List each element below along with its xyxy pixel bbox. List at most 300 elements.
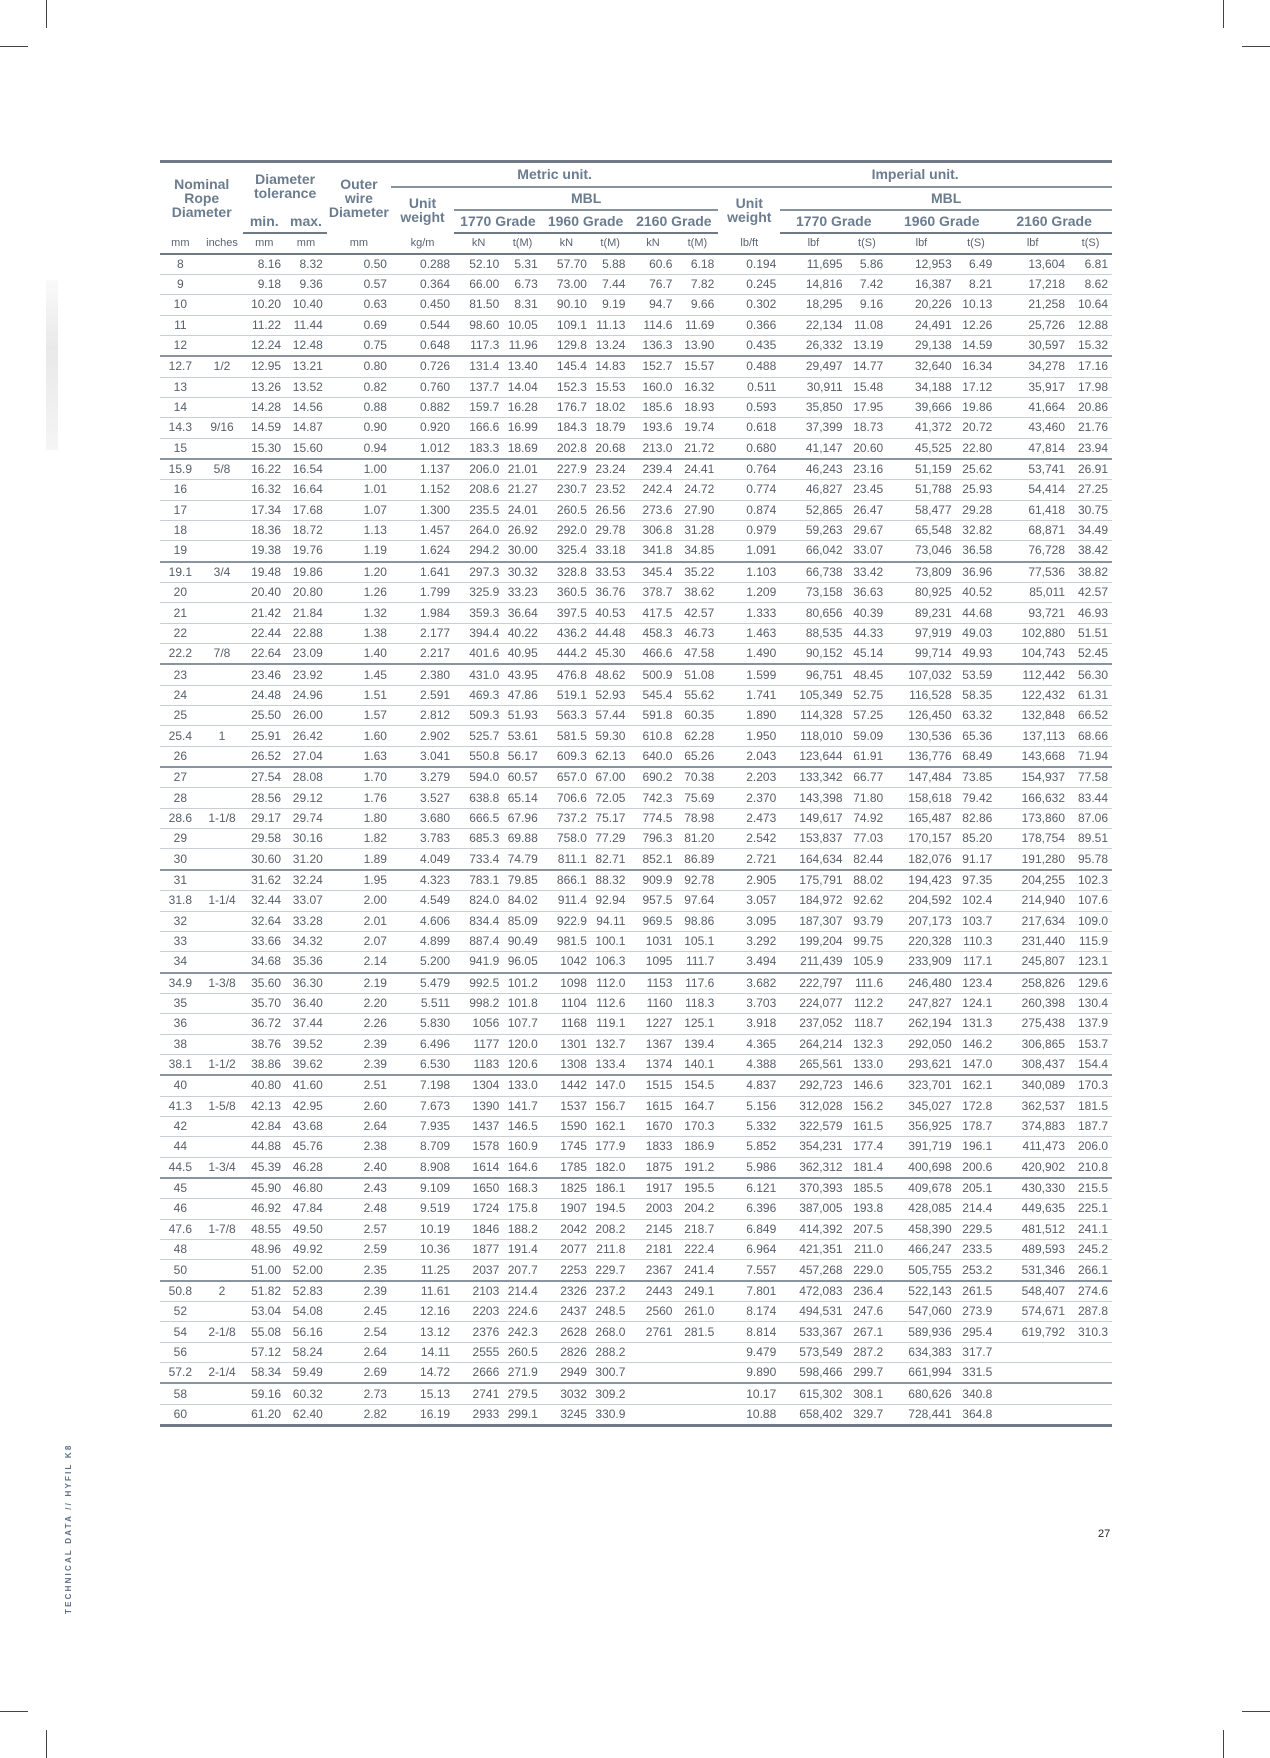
table-cell: 112.0	[591, 973, 630, 994]
table-cell: 1.63	[327, 746, 391, 767]
table-cell: 25	[160, 706, 201, 726]
table-cell: 132,848	[996, 706, 1069, 726]
table-cell: 35,917	[996, 377, 1069, 397]
table-cell: 8.62	[1069, 274, 1112, 294]
table-cell: 267.1	[847, 1322, 888, 1342]
table-cell: 60	[160, 1404, 201, 1425]
table-cell: 274.6	[1069, 1281, 1112, 1302]
table-cell: 1614	[454, 1157, 503, 1178]
table-cell: 7.44	[591, 274, 630, 294]
table-cell: 109.0	[1069, 911, 1112, 931]
table-cell: 186.1	[591, 1178, 630, 1199]
table-cell: 107.6	[1069, 891, 1112, 911]
table-cell: 184,972	[780, 891, 846, 911]
table-cell: 1.950	[718, 726, 780, 746]
table-cell: 112.2	[847, 993, 888, 1013]
table-row	[160, 397, 1112, 417]
table-cell: 6.849	[718, 1219, 780, 1239]
table-cell: 9.16	[847, 295, 888, 315]
table-cell: 184.3	[542, 418, 591, 438]
table-cell: 1.209	[718, 583, 780, 603]
table-cell: 306,865	[996, 1034, 1069, 1054]
table-cell: 27.54	[243, 767, 285, 788]
table-cell: 911.4	[542, 891, 591, 911]
table-cell: 20	[160, 583, 201, 603]
table-cell: 2.203	[718, 767, 780, 788]
table-cell: 188.2	[503, 1219, 542, 1239]
table-cell: 292,050	[887, 1034, 955, 1054]
table-cell: 33.42	[847, 562, 888, 583]
table-cell	[201, 1137, 244, 1157]
table-cell: 1-1/4	[201, 891, 244, 911]
table-cell: 118.7	[847, 1014, 888, 1034]
table-cell: 45.76	[285, 1137, 327, 1157]
table-cell: 574,671	[996, 1302, 1069, 1322]
table-cell: 29	[160, 829, 201, 849]
header-metric-unit-weight: Unit weight	[400, 195, 445, 225]
table-cell	[201, 603, 244, 623]
table-row	[160, 644, 1112, 665]
table-cell: 154,937	[996, 767, 1069, 788]
table-cell: 1833	[629, 1137, 676, 1157]
table-cell	[629, 1404, 676, 1425]
table-cell: 82.44	[847, 849, 888, 870]
table-cell: 26.47	[847, 500, 888, 520]
table-row	[160, 1363, 1112, 1384]
table-cell: 116,528	[887, 685, 955, 705]
table-cell: 112.6	[591, 993, 630, 1013]
table-cell	[201, 623, 244, 643]
table-cell: 469.3	[454, 685, 503, 705]
table-cell: 8	[160, 254, 201, 275]
table-cell: 58,477	[887, 500, 955, 520]
table-cell: 2203	[454, 1302, 503, 1322]
header-metric-mbl: MBL	[454, 187, 718, 210]
table-cell: 46	[160, 1199, 201, 1219]
table-cell: 1153	[629, 973, 676, 994]
unit-label: mm	[285, 233, 327, 254]
table-cell: 323,701	[887, 1075, 955, 1096]
table-cell: 2.591	[391, 685, 454, 705]
table-cell: 400,698	[887, 1157, 955, 1178]
table-cell: 2-1/8	[201, 1322, 244, 1342]
table-cell: 61.31	[1069, 685, 1112, 705]
table-cell: 82.71	[591, 849, 630, 870]
table-cell: 53.04	[243, 1302, 285, 1322]
table-cell: 1.82	[327, 829, 391, 849]
table-cell: 233.5	[956, 1240, 997, 1260]
table-cell: 161.5	[847, 1116, 888, 1136]
table-cell: 2.905	[718, 870, 780, 891]
table-cell	[201, 438, 244, 459]
table-cell: 1.624	[391, 541, 454, 562]
table-cell: 178.7	[956, 1116, 997, 1136]
table-cell: 610.8	[629, 726, 676, 746]
table-cell: 2.07	[327, 931, 391, 951]
table-cell: 41,147	[780, 438, 846, 459]
table-cell: 969.5	[629, 911, 676, 931]
table-cell: 60.57	[503, 767, 542, 788]
table-cell: 147.0	[591, 1075, 630, 1096]
table-cell: 20.72	[956, 418, 997, 438]
table-cell: 242.4	[629, 480, 676, 500]
table-cell: 200.6	[956, 1157, 997, 1178]
table-cell: 204,592	[887, 891, 955, 911]
table-cell: 54	[160, 1322, 201, 1342]
table-cell: 294.2	[454, 541, 503, 562]
table-cell: 13.90	[676, 335, 718, 356]
table-cell: 261.0	[676, 1302, 718, 1322]
table-cell: 143,398	[780, 788, 846, 808]
table-cell: 246,480	[887, 973, 955, 994]
unit-label: t(M)	[503, 233, 542, 254]
table-cell: 38.42	[1069, 541, 1112, 562]
table-cell	[201, 335, 244, 356]
table-cell: 95.78	[1069, 849, 1112, 870]
table-cell: 26.52	[243, 746, 285, 767]
table-row	[160, 295, 1112, 315]
table-cell: 1745	[542, 1137, 591, 1157]
table-cell: 25.91	[243, 726, 285, 746]
table-cell: 162.1	[956, 1075, 997, 1096]
table-cell: 340,089	[996, 1075, 1069, 1096]
table-cell: 65.14	[503, 788, 542, 808]
table-cell: 51.00	[243, 1260, 285, 1281]
table-cell: 16.19	[391, 1404, 454, 1425]
table-cell: 65,548	[887, 520, 955, 540]
unit-label: kN	[454, 233, 503, 254]
table-cell: 22.2	[160, 644, 201, 665]
table-cell: 40	[160, 1075, 201, 1096]
table-cell: 54,414	[996, 480, 1069, 500]
table-cell: 1846	[454, 1219, 503, 1239]
table-row	[160, 1322, 1112, 1342]
table-row	[160, 1219, 1112, 1239]
table-cell: 17.12	[956, 377, 997, 397]
table-cell: 31.8	[160, 891, 201, 911]
table-cell: 34	[160, 952, 201, 973]
table-cell: 35.60	[243, 973, 285, 994]
table-cell: 472,083	[780, 1281, 846, 1302]
table-cell: 237,052	[780, 1014, 846, 1034]
table-row	[160, 706, 1112, 726]
table-cell: 0.774	[718, 480, 780, 500]
table-cell: 362,537	[996, 1096, 1069, 1116]
table-cell: 14.04	[503, 377, 542, 397]
table-cell: 153.7	[1069, 1034, 1112, 1054]
table-cell: 34.68	[243, 952, 285, 973]
header-metric-unit: Metric unit.	[391, 162, 718, 187]
table-cell: 1.137	[391, 459, 454, 480]
table-cell: 46,827	[780, 480, 846, 500]
table-cell: 14.83	[591, 356, 630, 377]
table-cell: 341.8	[629, 541, 676, 562]
table-cell: 387,005	[780, 1199, 846, 1219]
table-row	[160, 377, 1112, 397]
table-cell: 14.59	[956, 335, 997, 356]
table-cell: 36.30	[285, 973, 327, 994]
table-cell: 66.77	[847, 767, 888, 788]
table-cell: 657.0	[542, 767, 591, 788]
table-cell: 14.3	[160, 418, 201, 438]
table-cell: 354,231	[780, 1137, 846, 1157]
table-cell: 52,865	[780, 500, 846, 520]
table-cell: 85,011	[996, 583, 1069, 603]
table-row	[160, 1199, 1112, 1219]
table-cell: 824.0	[454, 891, 503, 911]
table-cell: 14	[160, 397, 201, 417]
table-cell: 0.874	[718, 500, 780, 520]
table-cell: 104,743	[996, 644, 1069, 665]
table-cell: 60.32	[285, 1383, 327, 1404]
table-cell: 101.8	[503, 993, 542, 1013]
table-row	[160, 438, 1112, 459]
table-cell: 10.36	[391, 1240, 454, 1260]
table-cell: 76.7	[629, 274, 676, 294]
table-row	[160, 541, 1112, 562]
table-cell: 3.682	[718, 973, 780, 994]
table-cell: 18.73	[847, 418, 888, 438]
table-cell: 15.60	[285, 438, 327, 459]
table-cell: 249.1	[676, 1281, 718, 1302]
table-cell: 23.52	[591, 480, 630, 500]
table-cell: 18.69	[503, 438, 542, 459]
table-cell: 436.2	[542, 623, 591, 643]
unit-label: t(M)	[591, 233, 630, 254]
table-row	[160, 685, 1112, 705]
table-cell: 328.8	[542, 562, 591, 583]
table-row	[160, 1260, 1112, 1281]
table-cell: 191.4	[503, 1240, 542, 1260]
table-cell: 37.44	[285, 1014, 327, 1034]
table-cell: 449,635	[996, 1199, 1069, 1219]
table-cell: 51,159	[887, 459, 955, 480]
table-cell: 13.21	[285, 356, 327, 377]
table-cell: 51.08	[676, 664, 718, 685]
table-cell: 545.4	[629, 685, 676, 705]
table-cell: 21.01	[503, 459, 542, 480]
header-metric-2160-grade: 2160 Grade	[629, 210, 718, 233]
table-cell: 130,536	[887, 726, 955, 746]
table-cell: 589,936	[887, 1322, 955, 1342]
table-cell: 14.56	[285, 397, 327, 417]
table-cell: 420,902	[996, 1157, 1069, 1178]
table-cell: 29,138	[887, 335, 955, 356]
table-cell: 3.279	[391, 767, 454, 788]
table-cell: 9.18	[243, 274, 285, 294]
table-cell: 74.92	[847, 808, 888, 828]
table-cell: 26.56	[591, 500, 630, 520]
table-cell: 9.109	[391, 1178, 454, 1199]
table-cell: 177.9	[591, 1137, 630, 1157]
table-cell: 177.4	[847, 1137, 888, 1157]
table-cell	[201, 706, 244, 726]
table-cell: 1.76	[327, 788, 391, 808]
table-cell: 45	[160, 1178, 201, 1199]
table-cell: 49.50	[285, 1219, 327, 1239]
table-cell: 136.3	[629, 335, 676, 356]
table-cell: 160.0	[629, 377, 676, 397]
table-cell: 102,880	[996, 623, 1069, 643]
crop-mark	[0, 46, 28, 47]
crop-mark	[1223, 1730, 1224, 1758]
table-cell: 1537	[542, 1096, 591, 1116]
table-cell: 48.96	[243, 1240, 285, 1260]
crop-mark	[46, 1730, 47, 1758]
table-cell: 86.89	[676, 849, 718, 870]
table-cell: 107,032	[887, 664, 955, 685]
table-cell: 1.40	[327, 644, 391, 665]
table-cell: 72.05	[591, 788, 630, 808]
table-row	[160, 1240, 1112, 1260]
table-cell: 237.2	[591, 1281, 630, 1302]
table-cell: 594.0	[454, 767, 503, 788]
table-cell: 147.0	[956, 1054, 997, 1075]
table-cell: 430,330	[996, 1178, 1069, 1199]
table-cell	[201, 520, 244, 540]
table-cell: 19	[160, 541, 201, 562]
table-cell: 615,302	[780, 1383, 846, 1404]
table-cell: 2037	[454, 1260, 503, 1281]
table-row	[160, 623, 1112, 643]
table-cell: 35	[160, 993, 201, 1013]
table-cell: 168.3	[503, 1178, 542, 1199]
table-cell: 16.54	[285, 459, 327, 480]
table-cell: 32.64	[243, 911, 285, 931]
table-cell: 10.13	[956, 295, 997, 315]
table-cell: 59.16	[243, 1383, 285, 1404]
table-cell: 117.1	[956, 952, 997, 973]
table-cell	[629, 1363, 676, 1384]
table-cell: 2.69	[327, 1363, 391, 1384]
table-cell: 19.76	[285, 541, 327, 562]
table-cell: 30,911	[780, 377, 846, 397]
table-cell: 7.673	[391, 1096, 454, 1116]
table-cell: 41.3	[160, 1096, 201, 1116]
page-number: 27	[1098, 1528, 1111, 1540]
table-cell: 115.9	[1069, 931, 1112, 951]
table-cell: 68.49	[956, 746, 997, 767]
table-cell: 178,754	[996, 829, 1069, 849]
table-cell	[201, 746, 244, 767]
table-cell	[201, 849, 244, 870]
table-cell: 202.8	[542, 438, 591, 459]
table-cell: 58.35	[956, 685, 997, 705]
table-cell: 38.86	[243, 1054, 285, 1075]
table-cell: 5/8	[201, 459, 244, 480]
table-cell: 15	[160, 438, 201, 459]
table-cell: 35.22	[676, 562, 718, 583]
table-cell: 186.9	[676, 1137, 718, 1157]
table-cell: 811.1	[542, 849, 591, 870]
table-cell: 345.4	[629, 562, 676, 583]
table-row	[160, 1137, 1112, 1157]
table-cell: 2560	[629, 1302, 676, 1322]
table-cell: 1590	[542, 1116, 591, 1136]
table-cell: 24.01	[503, 500, 542, 520]
table-cell: 146.2	[956, 1034, 997, 1054]
table-cell: 92.94	[591, 891, 630, 911]
table-cell: 11.61	[391, 1281, 454, 1302]
table-cell: 214.4	[503, 1281, 542, 1302]
table-cell: 170,157	[887, 829, 955, 849]
table-cell: 1615	[629, 1096, 676, 1116]
table-cell	[201, 952, 244, 973]
table-cell: 306.8	[629, 520, 676, 540]
table-cell: 133.4	[591, 1054, 630, 1075]
table-cell: 218.7	[676, 1219, 718, 1239]
table-cell: 57.2	[160, 1363, 201, 1384]
table-cell: 329.7	[847, 1404, 888, 1425]
table-cell: 1.457	[391, 520, 454, 540]
table-cell: 941.9	[454, 952, 503, 973]
table-cell: 22.64	[243, 644, 285, 665]
table-cell: 19.38	[243, 541, 285, 562]
table-cell: 494,531	[780, 1302, 846, 1322]
table-cell: 38.76	[243, 1034, 285, 1054]
table-cell: 21	[160, 603, 201, 623]
table-cell: 43.95	[503, 664, 542, 685]
table-cell: 1160	[629, 993, 676, 1013]
table-cell: 28	[160, 788, 201, 808]
table-cell: 29.67	[847, 520, 888, 540]
table-cell	[201, 1260, 244, 1281]
table-cell: 4.606	[391, 911, 454, 931]
table-cell: 110.3	[956, 931, 997, 951]
table-cell: 208.6	[454, 480, 503, 500]
table-cell: 165,487	[887, 808, 955, 828]
table-cell: 123.4	[956, 973, 997, 994]
table-cell: 57.70	[542, 254, 591, 275]
table-cell	[201, 541, 244, 562]
table-cell: 0.80	[327, 356, 391, 377]
table-cell: 4.388	[718, 1054, 780, 1075]
table-cell: 421,351	[780, 1240, 846, 1260]
table-cell: 909.9	[629, 870, 676, 891]
table-cell: 36	[160, 1014, 201, 1034]
table-cell: 18	[160, 520, 201, 540]
table-cell: 166.6	[454, 418, 503, 438]
table-cell	[1069, 1342, 1112, 1362]
table-cell: 44	[160, 1137, 201, 1157]
table-cell: 401.6	[454, 644, 503, 665]
table-cell: 76,728	[996, 541, 1069, 562]
table-row	[160, 1157, 1112, 1178]
table-cell: 81.50	[454, 295, 503, 315]
table-cell: 331.5	[956, 1363, 997, 1384]
table-cell: 325.4	[542, 541, 591, 562]
table-cell: 742.3	[629, 788, 676, 808]
table-cell: 172.8	[956, 1096, 997, 1116]
table-cell: 73,809	[887, 562, 955, 583]
table-cell: 268.0	[591, 1322, 630, 1342]
table-cell: 205.1	[956, 1178, 997, 1199]
table-cell: 1.463	[718, 623, 780, 643]
unit-label: kN	[542, 233, 591, 254]
table-cell: 30.00	[503, 541, 542, 562]
table-cell: 3.703	[718, 993, 780, 1013]
table-cell: 28.08	[285, 767, 327, 788]
header-outer-wire-diameter: Outer wire Diameter	[327, 162, 391, 233]
table-cell: 2.59	[327, 1240, 391, 1260]
table-cell: 182,076	[887, 849, 955, 870]
table-cell: 2.40	[327, 1157, 391, 1178]
table-cell: 89,231	[887, 603, 955, 623]
table-cell: 8.16	[243, 254, 285, 275]
table-cell: 253.2	[956, 1260, 997, 1281]
table-cell: 53,741	[996, 459, 1069, 480]
table-cell: 2628	[542, 1322, 591, 1342]
